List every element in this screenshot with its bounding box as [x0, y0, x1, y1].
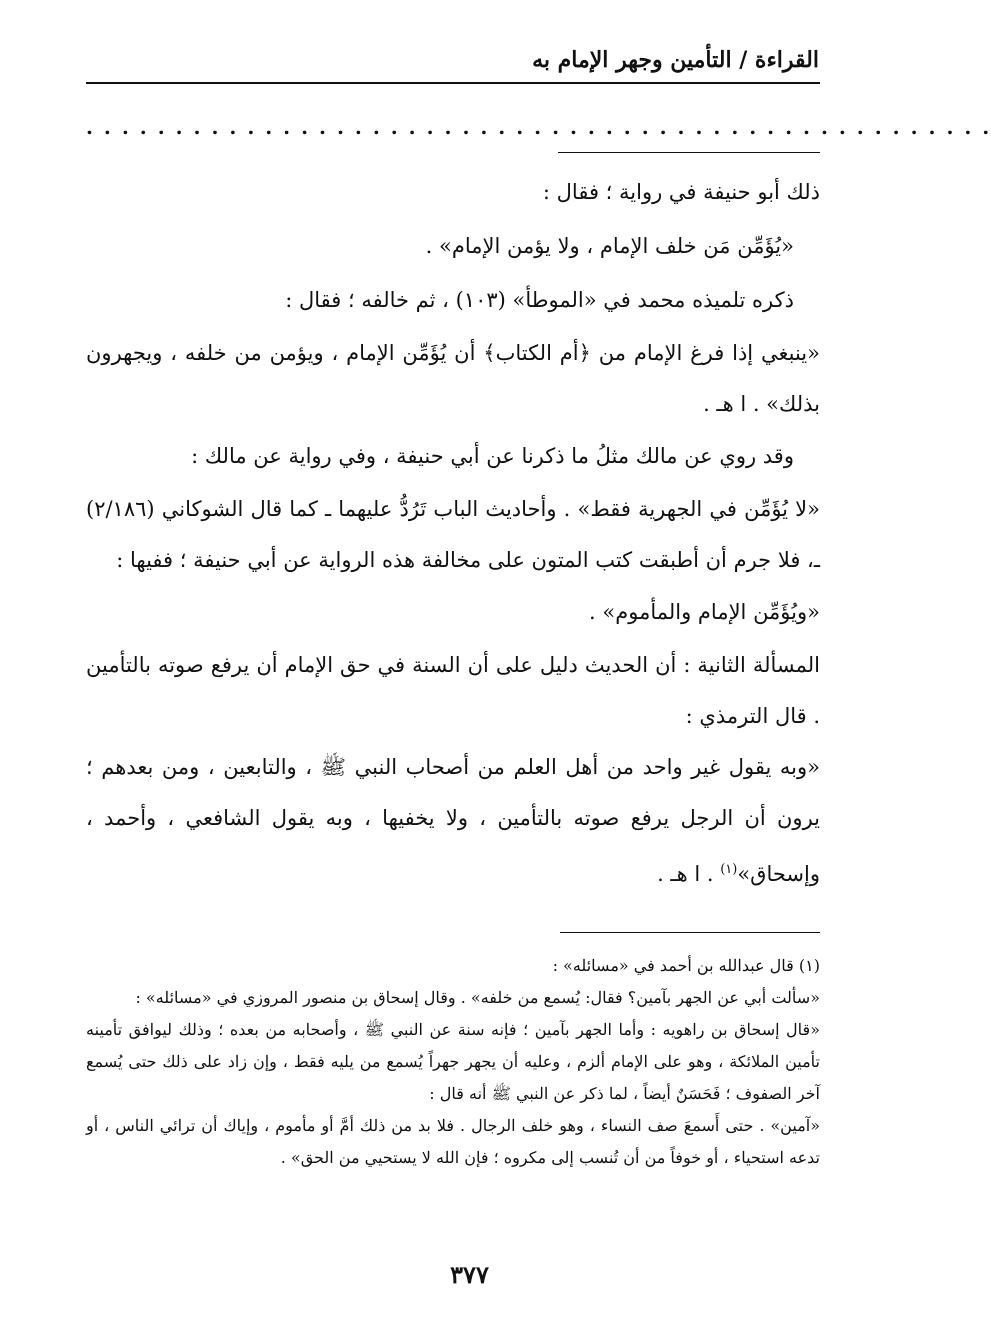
quote-text: «وبه يقول غير واحد من أهل العلم من أصحاب النبي ﷺ ، والتابعين ، ومن بعدهم ؛ يرون أن الرجل يرفع صوته بالتأمين ، ولا يخفيها ، وبه يقول الشافعي ، وأحمد ، وإسحاق»: [86, 755, 821, 886]
quote: «لا يُؤَمِّن في الجهرية فقط» . وأحاديث الباب تَرُدُّ عليهما ـ كما قال الشوكاني (٢/١٨٦) ـ، فلا جرم أن أطبقت كتب المتون على مخالفة هذه الرواية عن أبي حنيفة ؛ ففيها :: [86, 497, 820, 572]
footnote-line: «آمين» . حتى أَسمعَ صف النساء ، وهو خلف الرجال . فلا بد من ذلك أمَّ أو مأموم ، وإياك أن ترائي الناس ، أو تدعه استحياء ، أو خوفاً من أن تُنسب إلى مكروه ؛ فإن الله لا يستحيي من الحق» .: [86, 1116, 820, 1167]
paragraph: المسألة الثانية : أن الحديث دليل على أن السنة في حق الإمام أن يرفع صوته بالتأمين . قال الترمذي :: [86, 653, 820, 728]
footnote-marker[interactable]: (١): [720, 862, 738, 877]
header-divider: [86, 82, 820, 84]
footnote-line: (١) قال عبدالله بن أحمد في «مسائله» :: [552, 956, 820, 975]
quote: «يُؤَمِّن مَن خلف الإمام ، ولا يؤمن الإمام» .: [425, 234, 794, 258]
page-number: ٣٧٧: [450, 1260, 489, 1289]
footnote-line: «سألت أبي عن الجهر بآمين؟ فقال: يُسمع من خلفه» . وقال إسحاق بن منصور المروزي في «مسائله» :: [135, 988, 820, 1007]
quote: «ينبغي إذا فرغ الإمام من ﴿أم الكتاب﴾ أن يُؤَمِّن الإمام ، ويؤمن من خلفه ، ويجهرون بذلك» . ا هـ .: [86, 341, 820, 416]
quote: [86, 742, 820, 900]
footnote-divider: [560, 932, 820, 933]
paragraph: وقد روي عن مالك مثلُ ما ذكرنا عن أبي حنيفة ، وفي رواية عن مالك :: [191, 444, 794, 468]
running-header: القراءة / التأمين وجهر الإمام به: [532, 47, 819, 73]
quote: «ويُؤَمِّن الإمام والمأموم» .: [589, 600, 820, 624]
paragraph: ذلك أبو حنيفة في رواية ؛ فقال :: [542, 180, 820, 204]
footnote-line: «قال إسحاق بن راهويه : وأما الجهر بآمين ؛ فإنه سنة عن النبي ﷺ ، وأصحابه من بعده ؛ وذلك ليوافق تأمينه تأمين الملائكة ، وهو على الإمام ألزم ، وعليه أن يجهر جهراً يُسمع من يليه فقط ، وإن زاد على ذلك حتى يُسمع آخر الصفوف ؛ فَحَسَنٌ أيضاً ، لما ذكر عن النبي ﷺ أنه قال :: [86, 1020, 820, 1103]
section-divider: [558, 152, 820, 153]
footnote: [86, 950, 820, 1174]
quote-ending: . ا هـ .: [657, 862, 721, 886]
main-text: [86, 178, 820, 912]
paragraph: ذكره تلميذه محمد في «الموطأ» (١٠٣) ، ثم خالفه ؛ فقال :: [285, 288, 794, 312]
ellipsis-separator: . . . . . . . . . . . . . . . . . . . . . . . . . . . . . . . . . . . . . . . . . . . . . . . . . . .: [86, 115, 991, 139]
